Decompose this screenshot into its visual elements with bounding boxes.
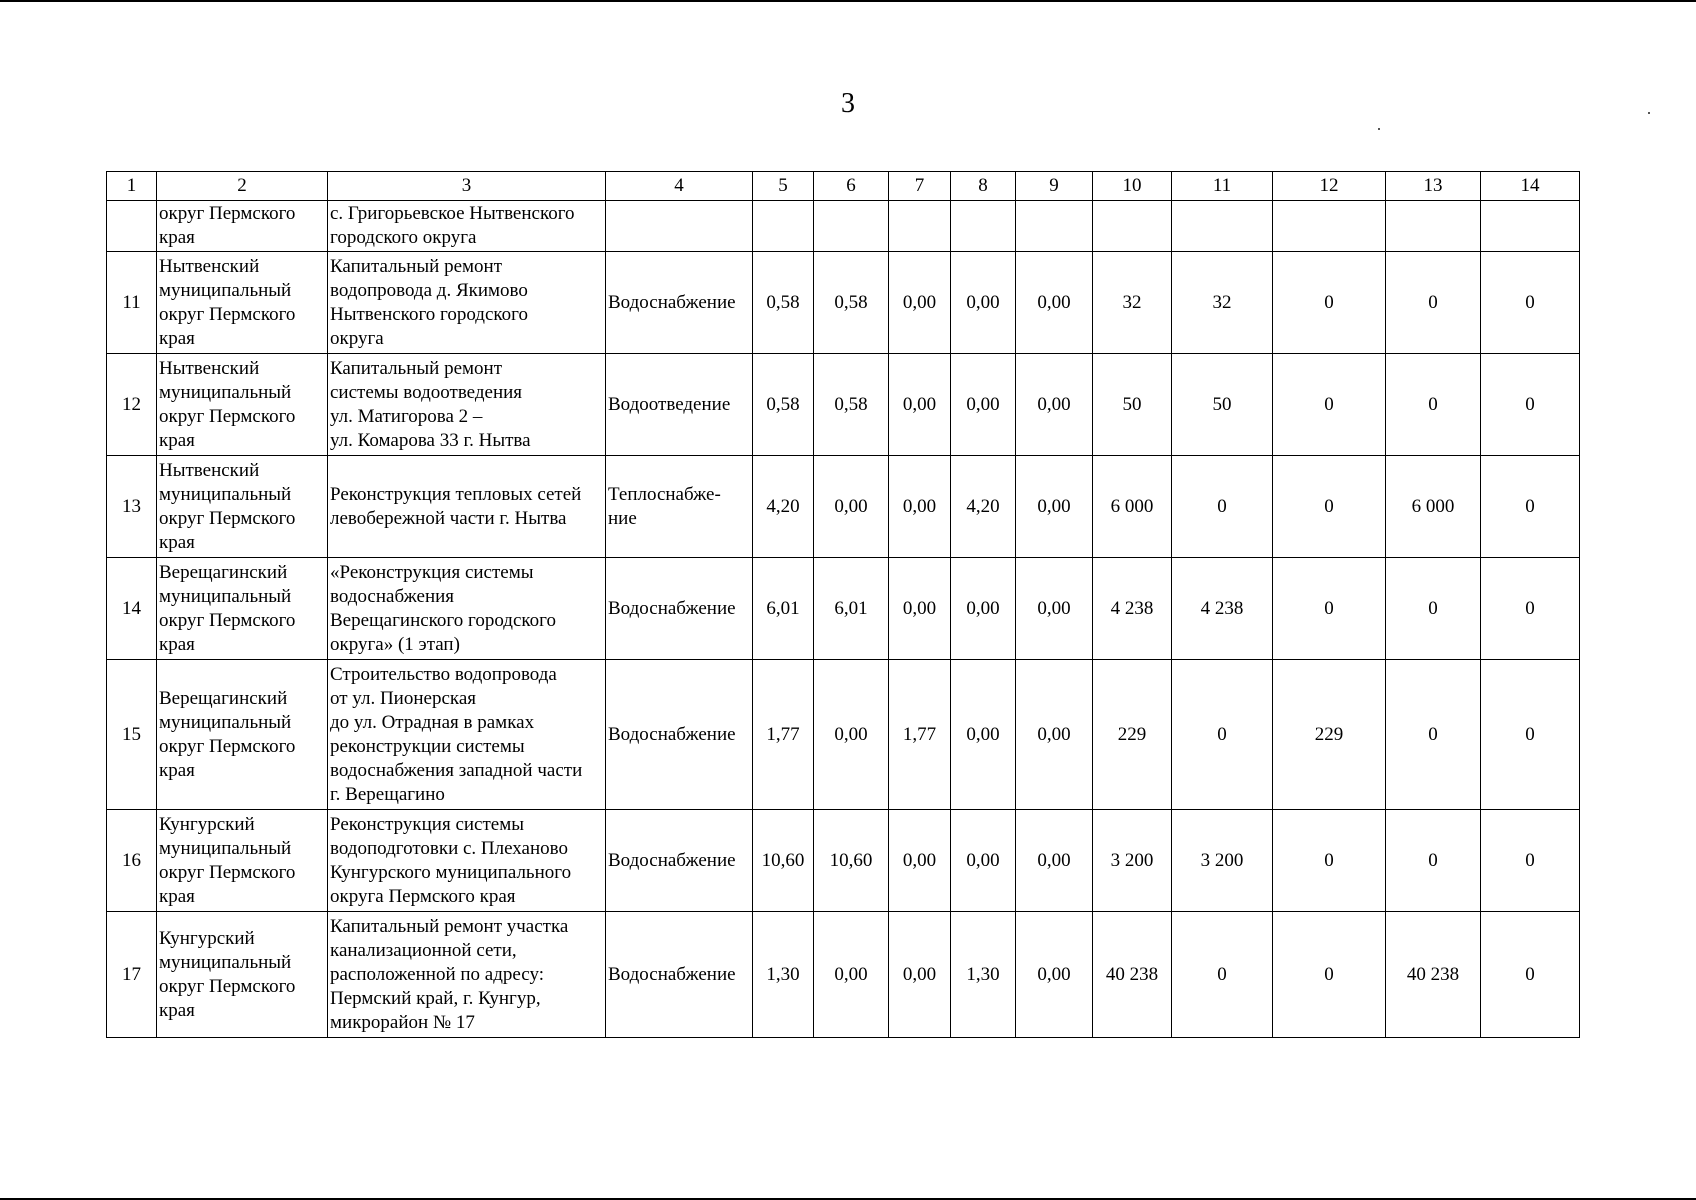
municipality-cell — [157, 810, 328, 912]
cell-line: ние — [608, 507, 637, 529]
cell-line: Капитальный ремонт — [330, 255, 503, 277]
cell-line: реконструкции системы — [330, 735, 525, 757]
column-number: 13 — [1386, 172, 1481, 201]
table-row — [107, 201, 1580, 252]
column-number: 7 — [889, 172, 951, 201]
cell-line: Водоснабжение — [608, 849, 736, 871]
value-cell-v13: 40 238 — [1386, 912, 1481, 1038]
cell-line: края — [159, 327, 195, 349]
value-cell-v9: 0,00 — [1016, 456, 1093, 558]
cell-line: Кунгурский — [159, 927, 255, 949]
value-cell-v11: 50 — [1172, 354, 1273, 456]
value-cell-v14: 0 — [1481, 912, 1580, 1038]
cell-line: микрорайон № 17 — [330, 1011, 475, 1033]
municipality-cell — [157, 354, 328, 456]
value-cell-v12: 0 — [1273, 456, 1386, 558]
value-cell-v14: 0 — [1481, 810, 1580, 912]
value-cell-v11: 32 — [1172, 252, 1273, 354]
supply-type-cell — [606, 201, 753, 252]
cell-line: округ Пермского — [159, 735, 296, 757]
value-cell-v7: 0,00 — [889, 558, 951, 660]
value-cell-v8: 0,00 — [951, 660, 1016, 810]
value-cell-v5: 4,20 — [753, 456, 814, 558]
value-cell-v5: 10,60 — [753, 810, 814, 912]
cell-line: Нытвенского городского — [330, 303, 528, 325]
value-cell-v6: 0,58 — [814, 354, 889, 456]
row-number: 11 — [107, 252, 157, 354]
value-cell-v7 — [889, 201, 951, 252]
supply-type-cell — [606, 660, 753, 810]
column-number: 8 — [951, 172, 1016, 201]
cell-line: от ул. Пионерская — [330, 687, 476, 709]
value-cell-v5: 1,30 — [753, 912, 814, 1038]
table-row — [107, 558, 1580, 660]
project-cell — [328, 252, 606, 354]
value-cell-v12: 0 — [1273, 912, 1386, 1038]
cell-line: округ Пермского — [159, 507, 296, 529]
value-cell-v13 — [1386, 201, 1481, 252]
value-cell-v10: 4 238 — [1093, 558, 1172, 660]
value-cell-v9: 0,00 — [1016, 354, 1093, 456]
value-cell-v5: 0,58 — [753, 252, 814, 354]
value-cell-v14: 0 — [1481, 660, 1580, 810]
row-number: 12 — [107, 354, 157, 456]
supply-type-cell — [606, 558, 753, 660]
row-number: 13 — [107, 456, 157, 558]
cell-line: Водоснабжение — [608, 723, 736, 745]
value-cell-v5: 1,77 — [753, 660, 814, 810]
cell-line: Водоотведение — [608, 393, 731, 415]
cell-line: Пермский край, г. Кунгур, — [330, 987, 541, 1009]
value-cell-v9: 0,00 — [1016, 660, 1093, 810]
cell-line: системы водоотведения — [330, 381, 523, 403]
cell-line: Водоснабжение — [608, 963, 736, 985]
cell-line: городского округа — [330, 227, 477, 248]
value-cell-v6: 0,00 — [814, 912, 889, 1038]
value-cell-v10: 6 000 — [1093, 456, 1172, 558]
row-number: 16 — [107, 810, 157, 912]
value-cell-v13: 0 — [1386, 660, 1481, 810]
value-cell-v8: 1,30 — [951, 912, 1016, 1038]
project-cell — [328, 201, 606, 252]
value-cell-v12: 0 — [1273, 252, 1386, 354]
cell-line: канализационной сети, — [330, 939, 517, 961]
cell-line: округа — [330, 327, 384, 349]
cell-line: Верещагинский — [159, 687, 288, 709]
cell-line: муниципальный — [159, 711, 292, 733]
cell-line: Нытвенский — [159, 459, 260, 481]
value-cell-v14 — [1481, 201, 1580, 252]
cell-line: водоснабжения — [330, 585, 455, 607]
cell-line: Водоснабжение — [608, 291, 736, 313]
cell-line: Верещагинский — [159, 561, 288, 583]
value-cell-v9 — [1016, 201, 1093, 252]
value-cell-v11: 0 — [1172, 660, 1273, 810]
value-cell-v11: 4 238 — [1172, 558, 1273, 660]
column-number: 12 — [1273, 172, 1386, 201]
value-cell-v8: 0,00 — [951, 810, 1016, 912]
supply-type-cell — [606, 252, 753, 354]
cell-line: Кунгурский — [159, 813, 255, 835]
value-cell-v5 — [753, 201, 814, 252]
value-cell-v12: 0 — [1273, 354, 1386, 456]
row-number: 17 — [107, 912, 157, 1038]
cell-line: Кунгурского муниципального — [330, 861, 572, 883]
value-cell-v10: 40 238 — [1093, 912, 1172, 1038]
cell-line: Теплоснабже- — [608, 483, 721, 505]
value-cell-v11: 0 — [1172, 456, 1273, 558]
value-cell-v8 — [951, 201, 1016, 252]
value-cell-v13: 6 000 — [1386, 456, 1481, 558]
cell-line: Реконструкция системы — [330, 813, 525, 835]
value-cell-v7: 0,00 — [889, 354, 951, 456]
row-number: 14 — [107, 558, 157, 660]
cell-line: края — [159, 885, 195, 907]
value-cell-v5: 0,58 — [753, 354, 814, 456]
value-cell-v12 — [1273, 201, 1386, 252]
value-cell-v12: 0 — [1273, 558, 1386, 660]
supply-type-cell — [606, 354, 753, 456]
table-row — [107, 810, 1580, 912]
table-row — [107, 660, 1580, 810]
value-cell-v14: 0 — [1481, 456, 1580, 558]
project-cell — [328, 810, 606, 912]
cell-line: муниципальный — [159, 585, 292, 607]
value-cell-v11 — [1172, 201, 1273, 252]
project-cell — [328, 912, 606, 1038]
cell-line: г. Верещагино — [330, 783, 445, 805]
value-cell-v10: 32 — [1093, 252, 1172, 354]
municipality-cell — [157, 912, 328, 1038]
cell-line: водопровода д. Якимово — [330, 279, 528, 301]
cell-line: Капитальный ремонт участка — [330, 915, 569, 937]
value-cell-v12: 229 — [1273, 660, 1386, 810]
value-cell-v6: 0,00 — [814, 456, 889, 558]
value-cell-v10: 229 — [1093, 660, 1172, 810]
column-number: 1 — [107, 172, 157, 201]
supply-type-cell — [606, 810, 753, 912]
value-cell-v7: 0,00 — [889, 456, 951, 558]
cell-line: муниципальный — [159, 381, 292, 403]
value-cell-v8: 0,00 — [951, 252, 1016, 354]
supply-type-cell — [606, 456, 753, 558]
value-cell-v12: 0 — [1273, 810, 1386, 912]
cell-line: края — [159, 999, 195, 1021]
cell-line: округ Пермского — [159, 975, 296, 997]
value-cell-v14: 0 — [1481, 252, 1580, 354]
cell-line: левобережной части г. Нытва — [330, 507, 567, 529]
cell-line: округа Пермского края — [330, 885, 516, 907]
supply-type-cell — [606, 912, 753, 1038]
cell-line: края — [159, 227, 195, 248]
value-cell-v6: 0,58 — [814, 252, 889, 354]
scan-top-edge — [0, 0, 1696, 2]
table-row — [107, 912, 1580, 1038]
municipality-cell — [157, 252, 328, 354]
value-cell-v11: 3 200 — [1172, 810, 1273, 912]
column-number: 5 — [753, 172, 814, 201]
value-cell-v7: 0,00 — [889, 912, 951, 1038]
value-cell-v8: 4,20 — [951, 456, 1016, 558]
value-cell-v7: 1,77 — [889, 660, 951, 810]
cell-line: округ Пермского — [159, 609, 296, 631]
value-cell-v11: 0 — [1172, 912, 1273, 1038]
column-number: 10 — [1093, 172, 1172, 201]
column-number: 14 — [1481, 172, 1580, 201]
municipality-cell — [157, 456, 328, 558]
value-cell-v7: 0,00 — [889, 810, 951, 912]
cell-line: округ Пермского — [159, 861, 296, 883]
value-cell-v14: 0 — [1481, 558, 1580, 660]
value-cell-v14: 0 — [1481, 354, 1580, 456]
project-cell — [328, 354, 606, 456]
table-row — [107, 354, 1580, 456]
value-cell-v7: 0,00 — [889, 252, 951, 354]
column-number: 4 — [606, 172, 753, 201]
value-cell-v6: 10,60 — [814, 810, 889, 912]
cell-line: муниципальный — [159, 483, 292, 505]
cell-line: водоснабжения западной части — [330, 759, 583, 781]
value-cell-v13: 0 — [1386, 810, 1481, 912]
cell-line: Реконструкция тепловых сетей — [330, 483, 582, 505]
value-cell-v9: 0,00 — [1016, 558, 1093, 660]
value-cell-v8: 0,00 — [951, 354, 1016, 456]
project-cell — [328, 660, 606, 810]
cell-line: Водоснабжение — [608, 597, 736, 619]
column-number: 2 — [157, 172, 328, 201]
cell-line: водоподготовки с. Плеханово — [330, 837, 569, 859]
value-cell-v9: 0,00 — [1016, 912, 1093, 1038]
municipality-cell — [157, 558, 328, 660]
cell-line: до ул. Отрадная в рамках — [330, 711, 535, 733]
cell-line: округа» (1 этап) — [330, 633, 460, 655]
value-cell-v10: 50 — [1093, 354, 1172, 456]
value-cell-v10 — [1093, 201, 1172, 252]
value-cell-v13: 0 — [1386, 558, 1481, 660]
cell-line: Нытвенский — [159, 255, 260, 277]
value-cell-v10: 3 200 — [1093, 810, 1172, 912]
project-cell — [328, 558, 606, 660]
table-row — [107, 456, 1580, 558]
municipality-cell — [157, 660, 328, 810]
column-number: 11 — [1172, 172, 1273, 201]
cell-line: Капитальный ремонт — [330, 357, 503, 379]
cell-line: округ Пермского — [159, 405, 296, 427]
column-number: 6 — [814, 172, 889, 201]
scan-speck — [1378, 128, 1380, 130]
cell-line: с. Григорьевское Нытвенского — [330, 203, 575, 224]
cell-line: края — [159, 759, 195, 781]
column-number: 9 — [1016, 172, 1093, 201]
value-cell-v9: 0,00 — [1016, 810, 1093, 912]
cell-line: муниципальный — [159, 279, 292, 301]
cell-line: округ Пермского — [159, 203, 296, 224]
cell-line: расположенной по адресу: — [330, 963, 544, 985]
cell-line: муниципальный — [159, 951, 292, 973]
cell-line: округ Пермского — [159, 303, 296, 325]
cell-line: Строительство водопровода — [330, 663, 557, 685]
page-number: 3 — [841, 88, 855, 119]
cell-line: края — [159, 429, 195, 451]
cell-line: муниципальный — [159, 837, 292, 859]
municipality-cell — [157, 201, 328, 252]
cell-line: края — [159, 633, 195, 655]
column-number-row — [107, 172, 1580, 201]
cell-line: Верещагинского городского — [330, 609, 556, 631]
value-cell-v13: 0 — [1386, 354, 1481, 456]
row-number — [107, 201, 157, 252]
value-cell-v6 — [814, 201, 889, 252]
column-number: 3 — [328, 172, 606, 201]
value-cell-v5: 6,01 — [753, 558, 814, 660]
project-cell — [328, 456, 606, 558]
value-cell-v8: 0,00 — [951, 558, 1016, 660]
cell-line: «Реконструкция системы — [330, 561, 534, 583]
projects-table — [106, 171, 1580, 1038]
table-row — [107, 252, 1580, 354]
cell-line: ул. Комарова 33 г. Нытва — [330, 429, 531, 451]
row-number: 15 — [107, 660, 157, 810]
value-cell-v6: 0,00 — [814, 660, 889, 810]
cell-line: Нытвенский — [159, 357, 260, 379]
cell-line: ул. Матигорова 2 – — [330, 405, 483, 427]
value-cell-v6: 6,01 — [814, 558, 889, 660]
value-cell-v9: 0,00 — [1016, 252, 1093, 354]
cell-line: края — [159, 531, 195, 553]
value-cell-v13: 0 — [1386, 252, 1481, 354]
